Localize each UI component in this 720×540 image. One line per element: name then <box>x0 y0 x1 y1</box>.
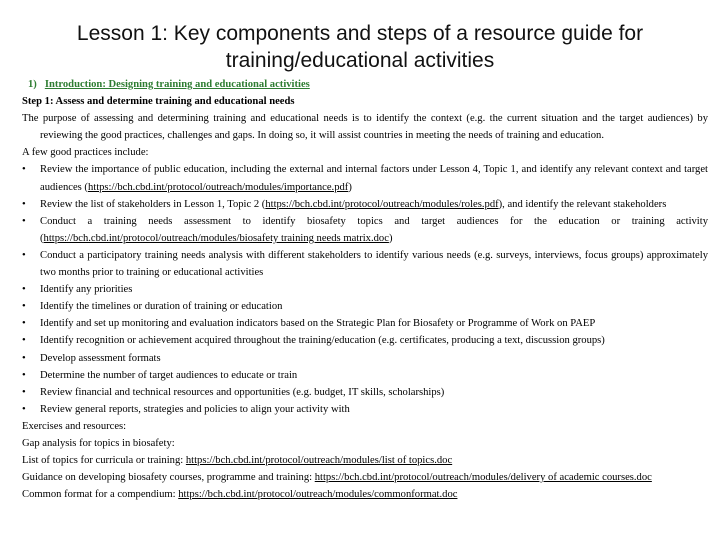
list-item <box>22 161 708 195</box>
good-practices-list <box>22 161 708 417</box>
resource-label: Guidance on developing biosafety courses, programme and training: <box>22 472 315 484</box>
list-item-text: Identify the timelines or duration of training or education <box>40 301 283 313</box>
bullet-icon: • <box>22 249 26 261</box>
resource-label: List of topics for curricula or training: <box>22 455 186 467</box>
resource-item <box>22 452 708 469</box>
list-item-text: Conduct a participatory training needs analysis with different stakeholders to identify various needs (e.g. surveys, interviews, focus groups) approximately two months prior to training or educational activities <box>40 249 708 279</box>
list-item-text: ), and identify the relevant stakeholders <box>498 198 667 210</box>
list-item-text: Identify and set up monitoring and evaluation indicators based on the Strategic Plan for Biosafety or Programme of Work on PAEP <box>40 318 596 330</box>
list-item-text: Develop assessment formats <box>40 352 161 364</box>
list-item <box>22 213 708 247</box>
good-practices-intro: A few good practices include: <box>22 147 149 159</box>
list-item <box>22 196 708 213</box>
list-item <box>22 315 708 332</box>
list-item <box>22 367 708 384</box>
resource-label: Common format for a compendium: <box>22 489 179 501</box>
list-item-text: Review the list of stakeholders in Lesson 1, Topic 2 ( <box>40 198 266 210</box>
bullet-icon: • <box>22 386 26 398</box>
bullet-icon: • <box>22 198 26 210</box>
exercises-heading: Exercises and resources: <box>22 420 127 432</box>
resource-link[interactable]: https://bch.cbd.int/protocol/outreach/modules/list of topics.doc <box>185 455 453 467</box>
list-item <box>22 350 708 367</box>
resource-item <box>22 486 708 503</box>
resource-link[interactable]: https://bch.cbd.int/protocol/outreach/modules/delivery of academic courses.doc <box>314 472 652 484</box>
bullet-icon: • <box>22 284 26 296</box>
bullet-icon: • <box>22 403 26 415</box>
purpose-paragraph: The purpose of assessing and determining training and educational needs is to identify the context (e.g. the current situation and the target audiences) by reviewing the good practices, challenges and gaps. In doing so, it will assist countries in meeting the needs of training and education. <box>22 113 708 142</box>
list-item <box>22 384 708 401</box>
list-item-text: Identify any priorities <box>40 284 133 296</box>
list-item <box>22 332 708 349</box>
resource-list <box>22 452 708 503</box>
bullet-icon: • <box>22 164 26 176</box>
step-1-heading: Step 1: Assess and determine training and educational needs <box>22 96 295 108</box>
list-item <box>22 401 708 418</box>
resource-link[interactable]: https://bch.cbd.int/protocol/outreach/modules/roles.pdf <box>265 198 499 210</box>
resource-link[interactable]: https://bch.cbd.int/protocol/outreach/modules/biosafety training needs matrix.doc <box>43 232 389 244</box>
bullet-icon: • <box>22 369 26 381</box>
list-item <box>22 247 708 281</box>
list-item-text: Determine the number of target audiences to educate or train <box>40 369 298 381</box>
intro-text[interactable]: Introduction: Designing training and educational activities <box>44 79 310 90</box>
bullet-icon: • <box>22 215 26 227</box>
list-item <box>22 281 708 298</box>
bullet-icon: • <box>22 318 26 330</box>
document-body <box>22 76 708 503</box>
list-item-text: Conduct a training needs assessment to identify biosafety topics and target audiences for the education or training activity ( <box>40 215 708 244</box>
resource-link[interactable]: https://bch.cbd.int/protocol/outreach/modules/importance.pdf <box>87 181 349 193</box>
list-item-text: Review the importance of public education, including the external and internal factors under Lesson 4, Topic 1, and identify any relevant context and target audiences ( <box>40 164 708 193</box>
list-item-text: ) <box>388 232 393 244</box>
gap-analysis-label: Gap analysis for topics in biosafety: <box>22 437 175 449</box>
intro-heading <box>22 76 708 93</box>
list-item-text: ) <box>348 181 352 193</box>
bullet-icon: • <box>22 352 26 364</box>
resource-item <box>22 469 708 486</box>
list-item <box>22 298 708 315</box>
intro-number: 1) <box>28 79 37 90</box>
page-title: Lesson 1: Key components and steps of a resource guide for training/educational activities <box>76 22 644 72</box>
bullet-icon: • <box>22 335 26 347</box>
bullet-icon: • <box>22 301 26 313</box>
list-item-text: Identify recognition or achievement acquired throughout the training/education (e.g. certificates, producing a text, discussion groups) <box>40 335 605 347</box>
list-item-text: Review financial and technical resources and opportunities (e.g. budget, IT skills, scholarships) <box>40 386 445 398</box>
list-item-text: Review general reports, strategies and policies to align your activity with <box>40 403 350 415</box>
resource-link[interactable]: https://bch.cbd.int/protocol/outreach/modules/commonformat.doc <box>178 489 458 501</box>
